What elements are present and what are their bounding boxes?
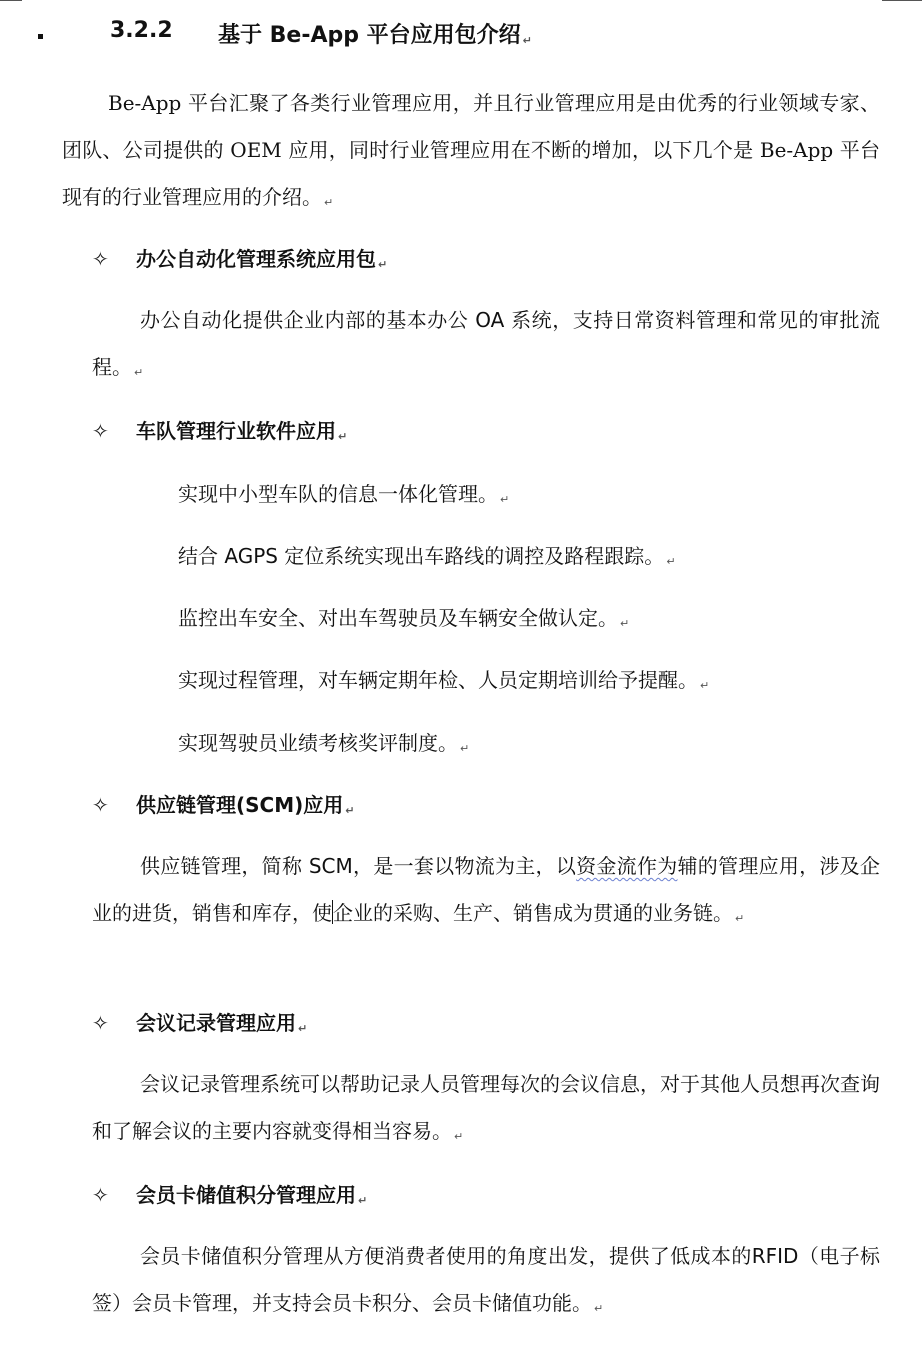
fleet-item-5: 实现驾驶员业绩考核奖评制度。 ↵ [178, 731, 470, 755]
spellcheck-underline: 资金流作为 [576, 854, 678, 878]
paragraph-mark-icon: ↵ [666, 555, 676, 568]
heading-number: 3.2.2 [110, 18, 173, 43]
paragraph-mark-icon: ↵ [358, 1194, 368, 1207]
member-card-section-body: 会员卡储值积分管理从方便消费者使用的角度出发，提供了低成本的RFID（电子标签）会员卡管理，并支持会员卡积分、会员卡储值功能。 ↵ [92, 1244, 881, 1315]
paragraph-mark-icon: ↵ [735, 912, 745, 925]
intro-paragraph: Be-App 平台汇聚了各类行业管理应用，并且行业管理应用是由优秀的行业领域专家、团队、公司提供的 OEM 应用，同时行业管理应用在不断的增加，以下几个是 Be-App 平台现有的行业管理应用的介绍。 ↵ [62, 91, 880, 209]
fleet-item-2: 结合 AGPS 定位系统实现出车路线的调控及路程跟踪。 ↵ [178, 544, 676, 568]
page-corner-mark-left [0, 0, 22, 1]
diamond-bullet-icon: ✧ [92, 1183, 109, 1207]
paragraph-mark-icon: ↵ [324, 196, 334, 209]
oa-section-title: ✧ 办公自动化管理系统应用包 ↵ [92, 247, 388, 271]
page-corner-mark-right [882, 0, 922, 1]
paragraph-mark-icon: ↵ [460, 742, 470, 755]
fleet-item-3: 监控出车安全、对出车驾驶员及车辆安全做认定。 ↵ [178, 606, 630, 630]
scm-section-body: 供应链管理，简称 SCM，是一套以物流为主，以资金流作为辅的管理应用，涉及企业的进货，销售和库存，使企业的采购、生产、销售成为贯通的业务链。 ↵ [92, 854, 881, 925]
scm-section-title: ✧ 供应链管理(SCM)应用 ↵ [92, 793, 355, 817]
heading-bullet-icon [38, 34, 43, 39]
paragraph-mark-icon: ↵ [378, 258, 388, 271]
paragraph-mark-icon: ↵ [345, 804, 355, 817]
meeting-section-title: ✧ 会议记录管理应用 ↵ [92, 1011, 308, 1035]
paragraph-mark-icon: ↵ [522, 34, 532, 47]
paragraph-mark-icon: ↵ [620, 617, 630, 630]
fleet-item-1: 实现中小型车队的信息一体化管理。 ↵ [178, 482, 510, 506]
section-heading [0, 16, 900, 56]
meeting-section-body: 会议记录管理系统可以帮助记录人员管理每次的会议信息，对于其他人员想再次查询和了解会议的主要内容就变得相当容易。 ↵ [92, 1072, 880, 1143]
fleet-item-4: 实现过程管理，对车辆定期年检、人员定期培训给予提醒。 ↵ [178, 668, 710, 692]
diamond-bullet-icon: ✧ [92, 419, 109, 443]
fleet-section-title: ✧ 车队管理行业软件应用 ↵ [92, 419, 348, 443]
paragraph-mark-icon: ↵ [298, 1022, 308, 1035]
heading-title: 基于 Be-App 平台应用包介绍 ↵ [218, 23, 532, 48]
paragraph-mark-icon: ↵ [700, 679, 710, 692]
paragraph-mark-icon: ↵ [594, 1302, 604, 1315]
oa-section-body: 办公自动化提供企业内部的基本办公 OA 系统，支持日常资料管理和常见的审批流程。 ↵ [92, 308, 881, 379]
paragraph-mark-icon: ↵ [134, 366, 144, 379]
paragraph-mark-icon: ↵ [454, 1130, 464, 1143]
paragraph-mark-icon: ↵ [500, 493, 510, 506]
member-card-section-title: ✧ 会员卡储值积分管理应用 ↵ [92, 1183, 368, 1207]
diamond-bullet-icon: ✧ [92, 247, 109, 271]
paragraph-mark-icon: ↵ [338, 430, 348, 443]
diamond-bullet-icon: ✧ [92, 793, 109, 817]
diamond-bullet-icon: ✧ [92, 1011, 109, 1035]
